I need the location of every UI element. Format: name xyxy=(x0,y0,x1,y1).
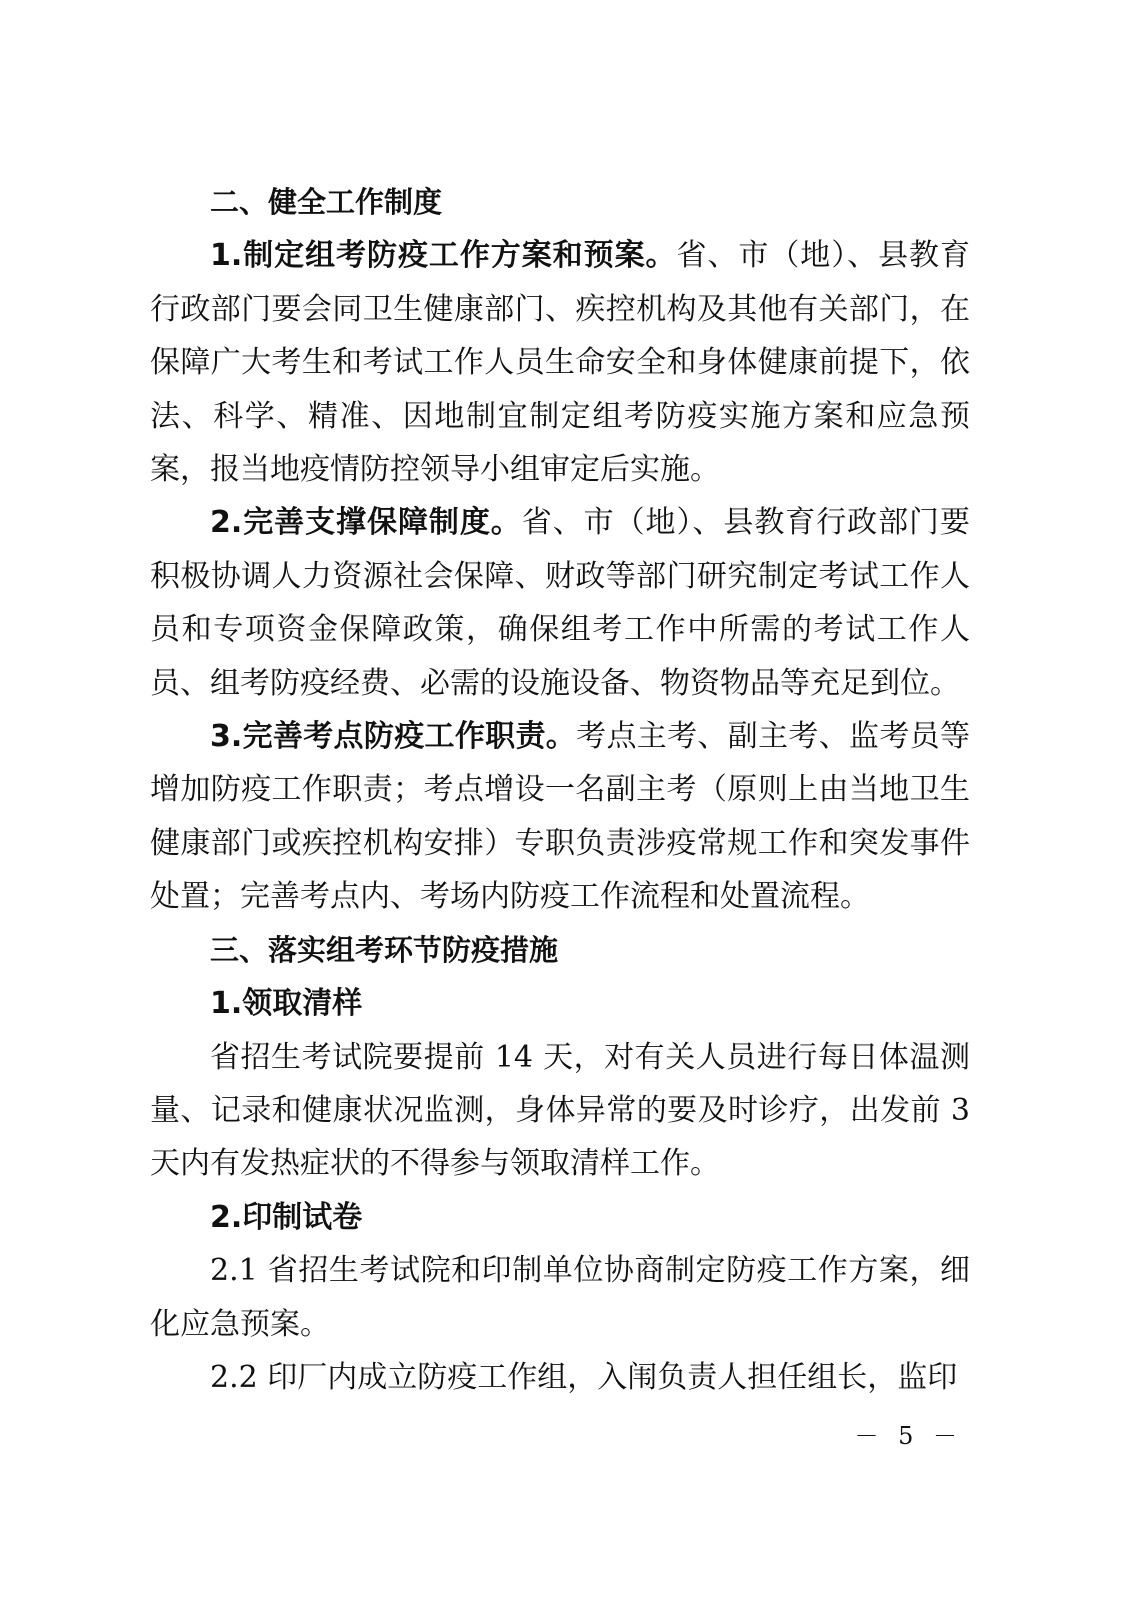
paragraph-3-2-1: 2.1 省招生考试院和印制单位协商制定防疫工作方案，细化应急预案。 xyxy=(150,1253,970,1342)
paragraph-3-1: 省招生考试院要提前 14 天，对有关人员进行每日体温测量、记录和健康状况监测，身体异常的要及时诊疗，出发前 3 天内有发热症状的不得参与领取清样工作。 xyxy=(150,1039,970,1182)
paragraph-2-2 xyxy=(150,496,970,710)
paragraph-2-1 xyxy=(150,229,970,496)
paragraph-text: 考点主考、副主考、监考员等增加防疫工作职责；考点增设一名副主考（原则上由当地卫生健康部门或疾控机构安排）专职负责涉疫常规工作和突发事件处置；完善考点内、考场内防疫工作流程和处置流程。 xyxy=(150,719,970,915)
paragraph-2-3 xyxy=(150,710,970,924)
paragraph-lead: 3.完善考点防疫工作职责。 xyxy=(210,719,577,755)
page-number: － 5 － xyxy=(854,1422,963,1450)
paragraph-lead: 1.制定组考防疫工作方案和预案。 xyxy=(210,238,677,274)
paragraph-lead: 2.完善支撑保障制度。 xyxy=(210,505,522,541)
document-body xyxy=(150,176,970,1404)
section-heading-3: 三、落实组考环节防疫措施 xyxy=(210,932,559,967)
paragraph-text: 省、市（地）、县教育行政部门要会同卫生健康部门、疾控机构及其他有关部门，在保障广大考生和考试工作人员生命安全和身体健康前提下，依法、科学、精准、因地制宜制定组考防疫实施方案和应急预案，报当地疫情防控领导小组审定后实施。 xyxy=(150,238,971,488)
paragraph-text: 省、市（地）、县教育行政部门要积极协调人力资源社会保障、财政等部门研究制定考试工作人员和专项资金保障政策，确保组考工作中所需的考试工作人员、组考防疫经费、必需的设施设备、物资物品等充足到位。 xyxy=(150,505,971,701)
paragraph-3-2-2: 2.2 印厂内成立防疫工作组，入闱负责人担任组长，监印 xyxy=(210,1359,958,1395)
subheading-3-1: 1.领取清样 xyxy=(210,986,363,1022)
section-heading-2: 二、健全工作制度 xyxy=(210,185,443,219)
subheading-3-2: 2.印制试卷 xyxy=(210,1199,363,1235)
